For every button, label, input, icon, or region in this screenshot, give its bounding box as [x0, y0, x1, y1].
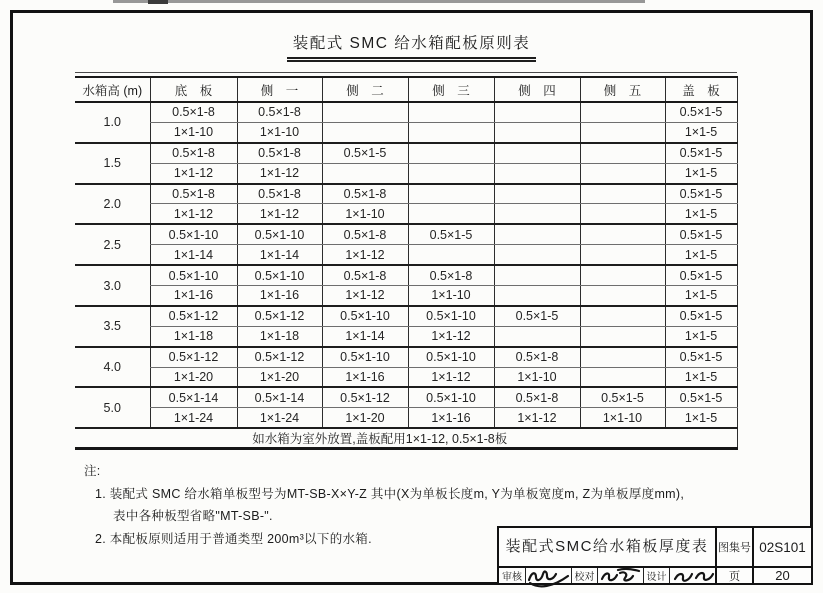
plate-spec-cell: [494, 122, 580, 142]
plate-spec-cell: [408, 163, 494, 183]
plate-spec-cell: 0.5×1-8: [494, 387, 580, 407]
plate-spec-cell: 1×1-20: [322, 408, 408, 428]
table-row: [75, 347, 737, 367]
plate-spec-cell: 1×1-10: [494, 367, 580, 387]
table-row: [75, 184, 737, 204]
table-row: [75, 265, 737, 285]
plate-spec-cell: [494, 143, 580, 163]
plate-spec-cell: 1×1-10: [150, 122, 237, 142]
note-1-line-1: 1. 装配式 SMC 给水箱单板型号为MT-SB-X×Y-Z 其中(X为单板长度m, Y为单板宽度m, Z为单板厚度mm),: [95, 487, 685, 501]
table-row: [75, 286, 737, 306]
plate-spec-cell: 1×1-10: [322, 204, 408, 224]
plate-spec-cell: 1×1-12: [150, 204, 237, 224]
plate-spec-cell: 0.5×1-5: [580, 387, 665, 407]
plate-spec-cell: [580, 265, 665, 285]
plate-spec-cell: [580, 122, 665, 142]
plate-spec-cell: 1×1-12: [494, 408, 580, 428]
column-header-1: 底 板: [150, 77, 237, 102]
plate-spec-cell: 1×1-5: [665, 204, 737, 224]
review-signature-icon: [525, 568, 571, 583]
plate-spec-cell: 1×1-10: [237, 122, 322, 142]
atlas-number-value: 02S101: [752, 528, 811, 566]
tank-height-cell: 4.0: [75, 347, 150, 388]
plate-spec-cell: 0.5×1-8: [237, 143, 322, 163]
plate-spec-cell: 0.5×1-14: [150, 387, 237, 407]
plate-spec-cell: [580, 143, 665, 163]
plate-spec-cell: 1×1-12: [408, 367, 494, 387]
plate-spec-cell: [322, 163, 408, 183]
plate-spec-cell: 0.5×1-12: [322, 387, 408, 407]
table-row: [75, 204, 737, 224]
plate-spec-cell: [322, 102, 408, 122]
scan-artifact: [113, 0, 645, 3]
plate-spec-cell: [580, 245, 665, 265]
plate-spec-cell: 1×1-20: [150, 367, 237, 387]
plate-spec-cell: 1×1-12: [237, 204, 322, 224]
plate-config-table: [75, 76, 738, 450]
plate-spec-cell: 1×1-5: [665, 286, 737, 306]
plate-spec-cell: [580, 306, 665, 326]
plate-spec-cell: [494, 184, 580, 204]
plate-spec-cell: 1×1-20: [237, 367, 322, 387]
page-title-text: 装配式 SMC 给水箱配板原则表: [287, 31, 537, 62]
plate-spec-cell: 0.5×1-10: [150, 265, 237, 285]
plate-spec-cell: [580, 347, 665, 367]
plate-spec-cell: [494, 265, 580, 285]
title-block: [497, 526, 813, 585]
plate-spec-cell: 0.5×1-10: [408, 347, 494, 367]
plate-spec-cell: 0.5×1-12: [237, 347, 322, 367]
design-signature-icon: [669, 568, 715, 583]
plate-spec-cell: 1×1-12: [322, 245, 408, 265]
plate-spec-cell: [580, 286, 665, 306]
table-row: [75, 387, 737, 407]
plate-spec-cell: [322, 122, 408, 142]
review-label: 审核: [502, 572, 522, 583]
plate-spec-cell: 0.5×1-10: [237, 224, 322, 244]
plate-spec-cell: 0.5×1-10: [408, 387, 494, 407]
plate-spec-cell: [494, 286, 580, 306]
plate-spec-cell: 1×1-24: [237, 408, 322, 428]
plate-spec-cell: 0.5×1-8: [150, 184, 237, 204]
plate-spec-cell: 0.5×1-8: [322, 265, 408, 285]
plate-spec-cell: 0.5×1-8: [408, 265, 494, 285]
column-header-2: 侧 一: [237, 77, 322, 102]
plate-spec-cell: 1×1-24: [150, 408, 237, 428]
plate-spec-cell: [408, 102, 494, 122]
tank-height-cell: 2.5: [75, 224, 150, 265]
tank-height-cell: 1.0: [75, 102, 150, 143]
plate-spec-cell: 0.5×1-5: [665, 224, 737, 244]
notes-label: 注:: [84, 464, 101, 478]
plate-spec-cell: [494, 102, 580, 122]
tank-height-cell: 2.0: [75, 184, 150, 225]
plate-spec-cell: [580, 163, 665, 183]
plate-spec-cell: 1×1-16: [408, 408, 494, 428]
plate-spec-cell: [408, 245, 494, 265]
table-row: [75, 408, 737, 428]
table-row: [75, 122, 737, 142]
plate-spec-cell: [580, 102, 665, 122]
tank-height-cell: 5.0: [75, 387, 150, 428]
plate-spec-cell: 1×1-5: [665, 367, 737, 387]
plate-spec-cell: 0.5×1-8: [150, 143, 237, 163]
plate-spec-cell: 0.5×1-5: [665, 265, 737, 285]
design-label: 设计: [643, 568, 669, 583]
table-row: [75, 306, 737, 326]
plate-spec-cell: 0.5×1-8: [237, 102, 322, 122]
column-header-6: 侧 五: [580, 77, 665, 102]
plate-spec-cell: [580, 367, 665, 387]
plate-spec-cell: 1×1-12: [237, 163, 322, 183]
plate-spec-cell: 0.5×1-8: [322, 184, 408, 204]
table-row: [75, 143, 737, 163]
column-header-5: 侧 四: [494, 77, 580, 102]
tank-height-cell: 1.5: [75, 143, 150, 184]
plate-spec-cell: 1×1-12: [408, 326, 494, 346]
column-header-0: 水箱高 (m): [75, 77, 150, 102]
plate-spec-cell: 0.5×1-12: [150, 306, 237, 326]
plate-spec-cell: 0.5×1-5: [322, 143, 408, 163]
table-row: [75, 224, 737, 244]
column-header-3: 侧 二: [322, 77, 408, 102]
plate-spec-cell: 1×1-14: [237, 245, 322, 265]
plate-spec-cell: [408, 204, 494, 224]
plate-spec-cell: 1×1-18: [150, 326, 237, 346]
tank-height-cell: 3.0: [75, 265, 150, 306]
plate-spec-cell: 0.5×1-12: [150, 347, 237, 367]
plate-spec-cell: 0.5×1-5: [665, 102, 737, 122]
plate-spec-cell: [494, 326, 580, 346]
plate-spec-cell: 0.5×1-5: [665, 184, 737, 204]
plate-spec-cell: 0.5×1-5: [665, 143, 737, 163]
plate-spec-cell: 0.5×1-8: [322, 224, 408, 244]
scan-artifact: [148, 0, 168, 4]
plate-spec-cell: [580, 224, 665, 244]
table-header-row: [75, 77, 737, 102]
table-top-rule: [75, 72, 737, 73]
column-header-7: 盖 板: [665, 77, 737, 102]
note-2: 2. 本配板原则适用于普通类型 200m³以下的水箱.: [95, 532, 372, 546]
plate-spec-cell: 0.5×1-5: [494, 306, 580, 326]
plate-spec-cell: 0.5×1-8: [150, 102, 237, 122]
plate-spec-cell: [494, 204, 580, 224]
column-header-4: 侧 三: [408, 77, 494, 102]
plate-spec-cell: 1×1-14: [322, 326, 408, 346]
plate-spec-cell: 1×1-10: [408, 286, 494, 306]
plate-spec-cell: [408, 122, 494, 142]
plate-spec-cell: 1×1-16: [150, 286, 237, 306]
plate-spec-cell: 1×1-18: [237, 326, 322, 346]
plate-spec-cell: [494, 245, 580, 265]
plate-spec-cell: 0.5×1-5: [665, 387, 737, 407]
plate-spec-cell: 1×1-5: [665, 245, 737, 265]
plate-spec-cell: 1×1-16: [237, 286, 322, 306]
plate-spec-cell: 0.5×1-10: [408, 306, 494, 326]
page-title: [0, 31, 823, 62]
plate-spec-cell: 0.5×1-12: [237, 306, 322, 326]
plate-spec-cell: [494, 163, 580, 183]
plate-spec-cell: [580, 184, 665, 204]
plate-spec-cell: [580, 204, 665, 224]
plate-spec-cell: 1×1-10: [580, 408, 665, 428]
plate-spec-cell: 0.5×1-5: [665, 347, 737, 367]
page-number-value: 20: [752, 568, 811, 583]
title-block-row-1: [499, 528, 811, 566]
plate-spec-cell: 1×1-12: [150, 163, 237, 183]
page-number-label: 页: [715, 568, 752, 583]
plate-spec-cell: [494, 224, 580, 244]
plate-spec-cell: 0.5×1-5: [665, 306, 737, 326]
plate-spec-cell: 1×1-5: [665, 122, 737, 142]
atlas-number-label: 图集号: [715, 528, 752, 566]
plate-spec-cell: 0.5×1-10: [322, 347, 408, 367]
note-1-line-2: 表中各种板型省略"MT-SB-".: [113, 509, 273, 523]
table-footnote-row: [75, 428, 737, 449]
table-row: [75, 326, 737, 346]
plate-spec-cell: 0.5×1-14: [237, 387, 322, 407]
plate-spec-cell: 1×1-14: [150, 245, 237, 265]
check-signature-icon: [597, 568, 643, 583]
plate-spec-cell: 1×1-16: [322, 367, 408, 387]
plate-spec-cell: 1×1-5: [665, 408, 737, 428]
table-row: [75, 245, 737, 265]
plate-spec-cell: 0.5×1-10: [237, 265, 322, 285]
plate-spec-cell: 0.5×1-10: [150, 224, 237, 244]
plate-spec-cell: 0.5×1-8: [494, 347, 580, 367]
plate-spec-cell: 0.5×1-5: [408, 224, 494, 244]
table-footnote: 如水箱为室外放置,盖板配用1×1-12, 0.5×1-8板: [75, 428, 737, 449]
table-row: [75, 367, 737, 387]
plate-spec-cell: [408, 184, 494, 204]
drawing-title: 装配式SMC给水箱板厚度表: [505, 538, 709, 555]
tank-height-cell: 3.5: [75, 306, 150, 347]
plate-spec-cell: [408, 143, 494, 163]
plate-spec-cell: [580, 326, 665, 346]
plate-spec-cell: 1×1-12: [322, 286, 408, 306]
plate-spec-cell: 0.5×1-10: [322, 306, 408, 326]
plate-spec-cell: 1×1-5: [665, 163, 737, 183]
check-label: 校对: [571, 568, 597, 583]
plate-spec-cell: 1×1-5: [665, 326, 737, 346]
table-row: [75, 163, 737, 183]
table-row: [75, 102, 737, 122]
plate-spec-cell: 0.5×1-8: [237, 184, 322, 204]
title-block-row-2: [499, 566, 811, 583]
